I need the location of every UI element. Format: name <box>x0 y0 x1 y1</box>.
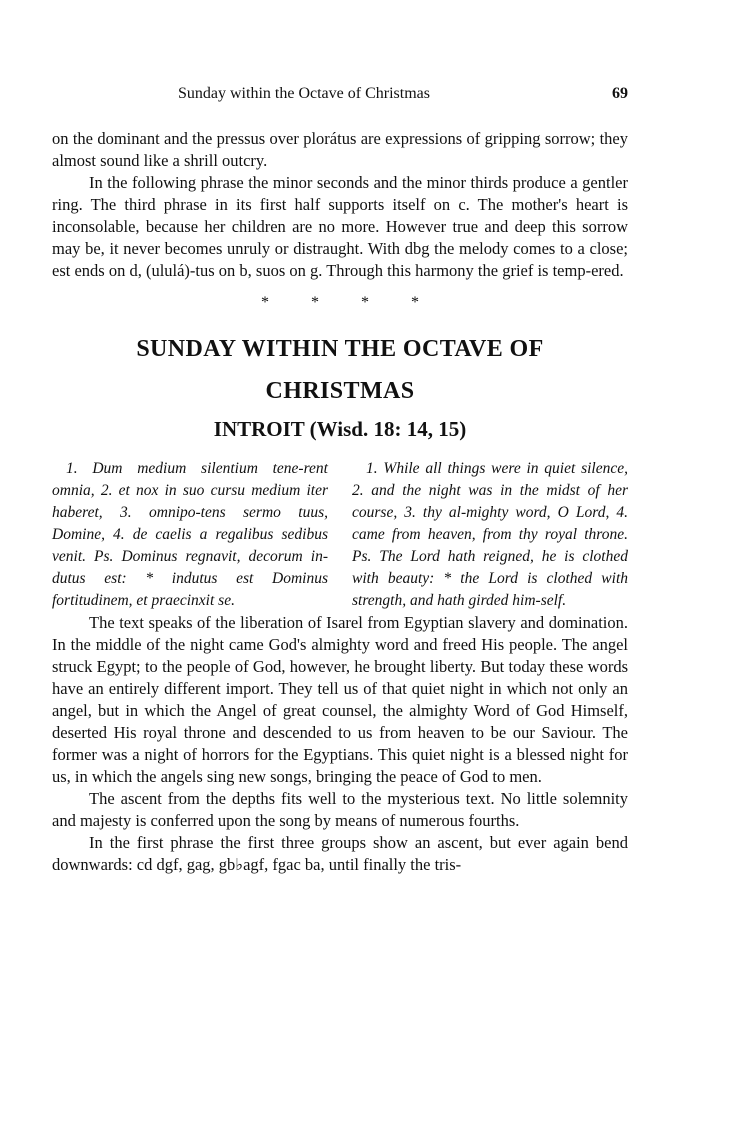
latin-text: 1. Dum medium silentium tene-rent omnia, 2. et nox in suo cursu medium iter haberet, 3. omnipo-tens sermo tuus, Domine, 4. de caelis a regalibus sedibus venit. Ps. Dominus regnavit, decorum in-dutus est: * indutus est Dominus fortitudinem, et praecinxit se. <box>52 460 328 609</box>
english-column <box>352 458 628 612</box>
paragraph: In the following phrase the minor seconds and the minor thirds produce a gentler ring. The third phrase in its first half supports itself on c. The mother's heart is inconsolable, because her children are no more. However true and deep this sorrow may be, it never becomes unruly or distraught. With dbg the melody comes to a close; est ends on d, (ululá)-tus on b, suos on g. Through this harmony the grief is temp-ered. <box>52 173 628 280</box>
asterisk: * <box>311 294 319 311</box>
section-separator <box>52 292 628 314</box>
paragraph: The ascent from the depths fits well to the mysterious text. No little solemnity and majesty is conferred upon the song by means of numerous fourths. <box>52 789 628 830</box>
introit-text <box>52 458 628 612</box>
asterisk: * <box>361 294 369 311</box>
english-text: 1. While all things were in quiet silence, 2. and the night was in the midst of her course, 3. thy al-mighty word, O Lord, 4. came from heaven, from thy royal throne. Ps. The Lord hath reigned, he is clothed with beauty: * the Lord is clothed with strength, and hath girded him-self. <box>352 460 628 609</box>
section-heading-line: CHRISTMAS <box>265 378 415 404</box>
page-number: 69 <box>612 85 628 102</box>
introit-title: INTROIT (Wisd. 18: 14, 15) <box>213 417 467 441</box>
section-heading <box>52 328 628 412</box>
asterisk: * <box>261 294 269 311</box>
paragraph: In the first phrase the first three groups show an ascent, but ever again bend downwards: cd dgf, gag, gb♭agf, fgac ba, until finally the tris- <box>52 833 628 874</box>
paragraph: The text speaks of the liberation of Isarel from Egyptian slavery and domination. In the middle of the night came God's almighty word and freed His people. The angel struck Egypt; to the people of God, however, he brought liberty. But today these words have an entirely different import. They tell us of that quiet night in which not only an angel, but in which the Angel of great counsel, the almighty Word of God Himself, deserted His royal throne and descended to us from heaven to be our Saviour. The former was a night of horrors for the Egyptians. This quiet night is a blessed night for us, in which the angels sing new songs, bringing the peace of God to men. <box>52 613 628 786</box>
page-body <box>52 128 628 876</box>
running-title: Sunday within the Octave of Christmas <box>178 85 430 102</box>
asterisk: * <box>411 294 419 311</box>
latin-column <box>52 458 328 612</box>
paragraph-continued: on the dominant and the pressus over plorátus are expressions of gripping sorrow; they almost sound like a shrill outcry. <box>52 129 628 170</box>
section-heading-line: SUNDAY WITHIN THE OCTAVE OF <box>136 336 544 362</box>
